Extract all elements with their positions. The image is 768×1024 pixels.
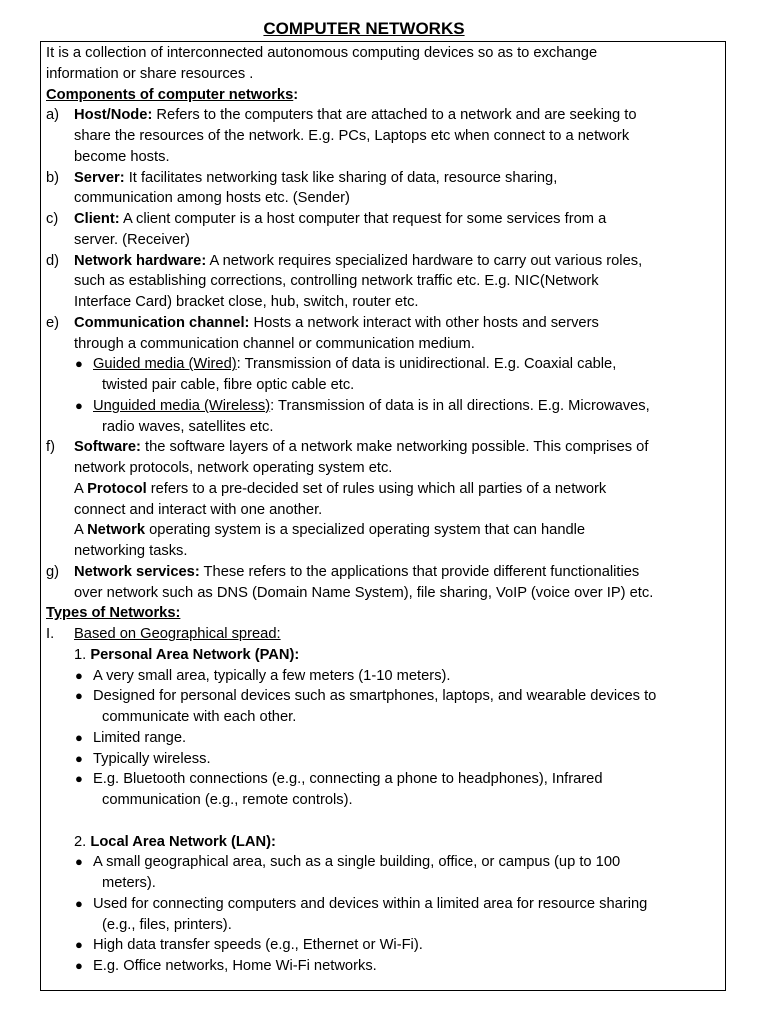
document-body (46, 43, 722, 977)
pan-heading: 1. Personal Area Network (PAN): (74, 646, 300, 663)
list-item-communication-channel: e) Communication channel: Hosts a network interact with other hosts and servers (46, 314, 599, 331)
bullet-guided-media: ● Guided media (Wired): Transmission of data is unidirectional. E.g. Coaxial cable, (46, 354, 722, 375)
list-item-continuation: through a communication channel or communication medium. (74, 335, 475, 352)
pan-bullet: ● A very small area, typically a few meters (1-10 meters). (46, 666, 722, 687)
list-item-server: b) Server: It facilitates networking task like sharing of data, resource sharing, (46, 169, 558, 186)
list-item-continuation: share the resources of the network. E.g. PCs, Laptops etc when connect to a network (74, 128, 630, 144)
lan-heading: 2. Local Area Network (LAN): (74, 833, 276, 850)
lan-bullet: ● A small geographical area, such as a single building, office, or campus (up to 100 (46, 852, 722, 873)
intro-line: It is a collection of interconnected autonomous computing devices so as to exchange (46, 45, 598, 61)
list-item-network-hardware: d) Network hardware: A network requires specialized hardware to carry out various roles, (46, 252, 643, 269)
list-item-network-services: g) Network services: These refers to the applications that provide different functionalities (46, 563, 640, 580)
spacer (46, 811, 722, 832)
bullet-continuation: communicate with each other. (102, 709, 297, 725)
list-item-software: f) Software: the software layers of a network make networking possible. This comprises of (46, 439, 649, 456)
bullet-icon: ● (75, 397, 83, 413)
bullet-continuation: twisted pair cable, fibre optic cable etc. (102, 377, 355, 393)
types-subheading: I. Based on Geographical spread: (46, 626, 281, 642)
pan-bullet: ● E.g. Bluetooth connections (e.g., connecting a phone to headphones), Infrared (46, 769, 722, 790)
lan-bullet: ● Used for connecting computers and devices within a limited area for resource sharing (46, 894, 722, 915)
pan-bullet: ● Typically wireless. (46, 749, 722, 770)
list-item-continuation: such as establishing corrections, controlling network traffic etc. E.g. NIC(Network (74, 273, 599, 290)
bullet-continuation: meters). (102, 875, 156, 891)
list-item-continuation: over network such as DNS (Domain Name System), file sharing, VoIP (voice over IP) etc. (74, 584, 654, 601)
components-heading: Components of computer networks: (46, 86, 299, 103)
lan-bullet: ● E.g. Office networks, Home Wi-Fi networks. (46, 956, 722, 977)
bullet-icon: ● (75, 667, 83, 683)
protocol-paragraph: A Protocol refers to a pre-decided set of rules using which all parties of a network (74, 480, 607, 497)
bullet-icon: ● (75, 688, 83, 704)
list-item-continuation: Interface Card) bracket close, hub, switch, router etc. (74, 294, 419, 310)
bullet-icon: ● (75, 854, 83, 870)
list-item-continuation: server. (Receiver) (74, 231, 190, 248)
bullet-continuation: communication (e.g., remote controls). (102, 792, 353, 808)
page-title: COMPUTER NETWORKS (263, 19, 465, 38)
intro-line: information or share resources . (46, 65, 254, 82)
list-item-client: c) Client: A client computer is a host computer that request for some services from a (46, 211, 607, 227)
bullet-icon: ● (75, 729, 83, 745)
pan-bullet: ● Limited range. (46, 728, 722, 749)
list-item-host-node: a) Host/Node: Refers to the computers that are attached to a network and are seeking to (46, 107, 637, 124)
bullet-icon: ● (75, 750, 83, 766)
bullet-icon: ● (75, 937, 83, 953)
bullet-continuation: (e.g., files, printers). (102, 916, 232, 933)
lan-bullet: ● High data transfer speeds (e.g., Ethernet or Wi-Fi). (46, 935, 722, 956)
bullet-unguided-media: ● Unguided media (Wireless): Transmission of data is in all directions. E.g. Microwaves, (46, 396, 722, 417)
list-item-continuation: networking tasks. (74, 543, 188, 559)
list-item-continuation: connect and interact with one another. (74, 501, 323, 518)
list-item-continuation: become hosts. (74, 148, 170, 165)
bullet-continuation: radio waves, satellites etc. (102, 418, 274, 435)
bullet-icon: ● (75, 771, 83, 787)
list-item-continuation: network protocols, network operating system etc. (74, 460, 393, 476)
list-item-continuation: communication among hosts etc. (Sender) (74, 190, 350, 207)
bullet-icon: ● (75, 895, 83, 911)
network-os-paragraph: A Network operating system is a specialized operating system that can handle (74, 522, 586, 539)
bullet-icon: ● (75, 356, 83, 372)
pan-bullet: ● Designed for personal devices such as smartphones, laptops, and wearable devices to (46, 686, 722, 707)
types-heading: Types of Networks: (46, 605, 181, 622)
bullet-icon: ● (75, 958, 83, 973)
